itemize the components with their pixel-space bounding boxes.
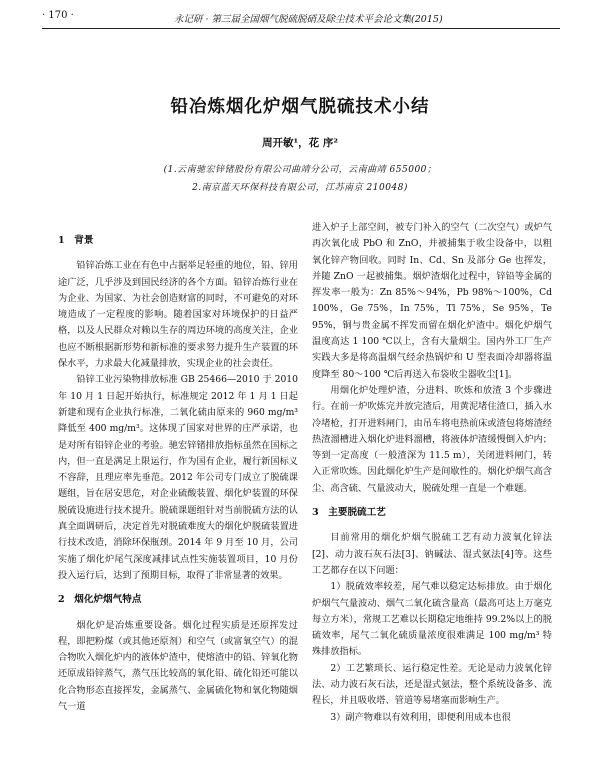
section-heading: 1 背景 (58, 235, 94, 246)
section-heading: 3 主要脱硫工艺 (312, 507, 386, 519)
body-paragraph: 用烟化炉处理炉渣，分进料、吹炼和放渣 3 个步骤进行。在前一炉吹炼完并放完渣后，用黄泥堵住渣口，插入水冷堵枪，打开进料闸门，由吊车将电热前床或渣包将熔渣经热渣溜槽进入烟化炉进料溜槽，将液体炉渣缓慢倒入炉内；等到一定高度（一般渣深为 11.5 m），关闭进料闸门，转入正常吹炼。因此烟化炉生产是间歇性的。烟化炉烟气高含尘、高含硫、气量波动大，脱硫处理一直是一个难题。 (312, 384, 552, 494)
page-header (42, 10, 560, 29)
body-paragraph: 烟化炉是冶炼重要设备。烟化过程实质是还原挥发过程，即把粉煤（或其他还原剂）和空气（或富氧空气）的混合物吹入烟化炉内的液体炉渣中，使熔渣中的铅、锌氧化物还原成铅锌蒸气，蒸气压比较高的氧化铅、硫化铅还可能以化合物形态直接挥发，金属蒸气、金属硫化物和氧化物随烟气一道 (58, 619, 298, 713)
body-paragraph: 2）工艺繁琐长、运行稳定性差。无论是动力波氧化锌法、动力波石灰石法，还是湿式氨法，整个系统设备多、流程长，并且吸收塔、管道等易堵塞而影响生产。 (312, 662, 552, 707)
body-paragraph: 进入炉子上部空间，被专门补入的空气（二次空气）或炉气再次氧化成 PbO 和 ZnO，并被捕集于收尘设备中，以粗氧化锌产物回收。同时 In、Cd、Sn 及部分 Ge 也挥发，并随 ZnO 一起被捕集。烟炉渣烟化过程中，锌铅等金属的挥发率一般为：Zn 85%～94%，Pb 98%～100%，Cd 100%，Ge 75%，In 75%，Tl 75%，Se 95%，Te 95%，铜与贵金属不挥发而留在烟化炉渣中。烟化炉烟气温度高达 1 100 ℃以上，含有大量烟尘。国内外工厂生产实践大多是将高温烟气经余热锅炉和 U 型表面冷却器将温度降至 80～100 ℃后再送入布袋收尘器收尘[1]。 (312, 222, 552, 380)
author-list: 周开敏¹，花 序² (262, 137, 338, 149)
body-paragraph: 铅锌工业污染物排放标准 GB 25466—2010 于 2010 年 10 月 1 日起开始执行，标准规定 2012 年 1 月 1 日起新建和现有企业执行标准，二氧化硫由原来的 960 mg/m³ 降低至 400 mg/m³。这体现了国家对世界的庄严承诺，也是对所有铅锌企业的考验。驰宏锌锗排放指标虽然在国标之内，但一直是满足上限运行，作为国有企业，履行新国标义不容辞，且理应率先垂范。2012 年公司专门成立了脱硫课题组，旨在居安思危，对企业硫酸装置、烟化炉装置的环保脱硫设施进行技术提升。脱硫课题组针对当前脱硫方法的认真全面调研后，决定首先对脱硫难度大的烟化炉脱硫装置进行技术改造，消除环保瓶颈。2014 年 9 月至 10 月，公司实施了烟化炉尾气深度减排试点性实施装置项目，10 月份投入运行后，达到了预期目标，取得了非常显著的效果。 (58, 374, 298, 581)
page-number: · 170 · (42, 10, 74, 21)
body-paragraph: 1）脱硫效率较差，尾气难以稳定达标排放。由于烟化炉烟气气量波动、烟气二氧化硫含量高（最高可达上万毫克每立方米），常规工艺难以长期稳定地维持 99.2%以上的脱硫效率，尾气二氧化硫质量浓度很难满足 100 mg/m³ 特殊排放指标。 (312, 581, 552, 658)
left-column (58, 225, 298, 715)
affiliation-1: (1.云南驰宏锌锗股份有限公司曲靖分公司，云南曲靖 655000； (163, 165, 437, 175)
affiliation-2: 2.南京蓝天环保科技有限公司，江苏南京 210048) (192, 183, 408, 193)
paper-title: 铅冶炼烟化炉烟气脱硫技术小结 (170, 97, 430, 117)
section-heading: 2 烟化炉烟气特点 (58, 594, 142, 606)
body-paragraph: 铅锌冶炼工业在有色中占据举足轻重的地位，铅、锌用途广泛，几乎涉及到国民经济的各个方面。铅锌冶炼行业在为企业、为国家、为社会创造财富的同时，不可避免的对环境造成了一定程度的影响。随着国家对环境保护的日益严格，以及人民群众对赖以生存的周边环境的高度关注，企业也应不断根据新形势和新标准的要求努力提升生产装置的环保水平，力求最大化减量排放，实现企业的社会责任。 (58, 260, 298, 370)
right-column (312, 220, 552, 726)
running-title: 永记研 · 第三届全国烟气脱硫脱硝及除尘技术平会论文集(2015) (174, 14, 443, 25)
body-paragraph: 目前常用的烟化炉烟气脱硫工艺有动力波氧化锌法[2]、动力波石灰石法[3]、钠碱法、湿式氨法[4]等。这些工艺都存在以下问题： (312, 532, 552, 576)
body-paragraph: 3）副产物难以有效利用，即便利用成本也很 (330, 711, 511, 723)
